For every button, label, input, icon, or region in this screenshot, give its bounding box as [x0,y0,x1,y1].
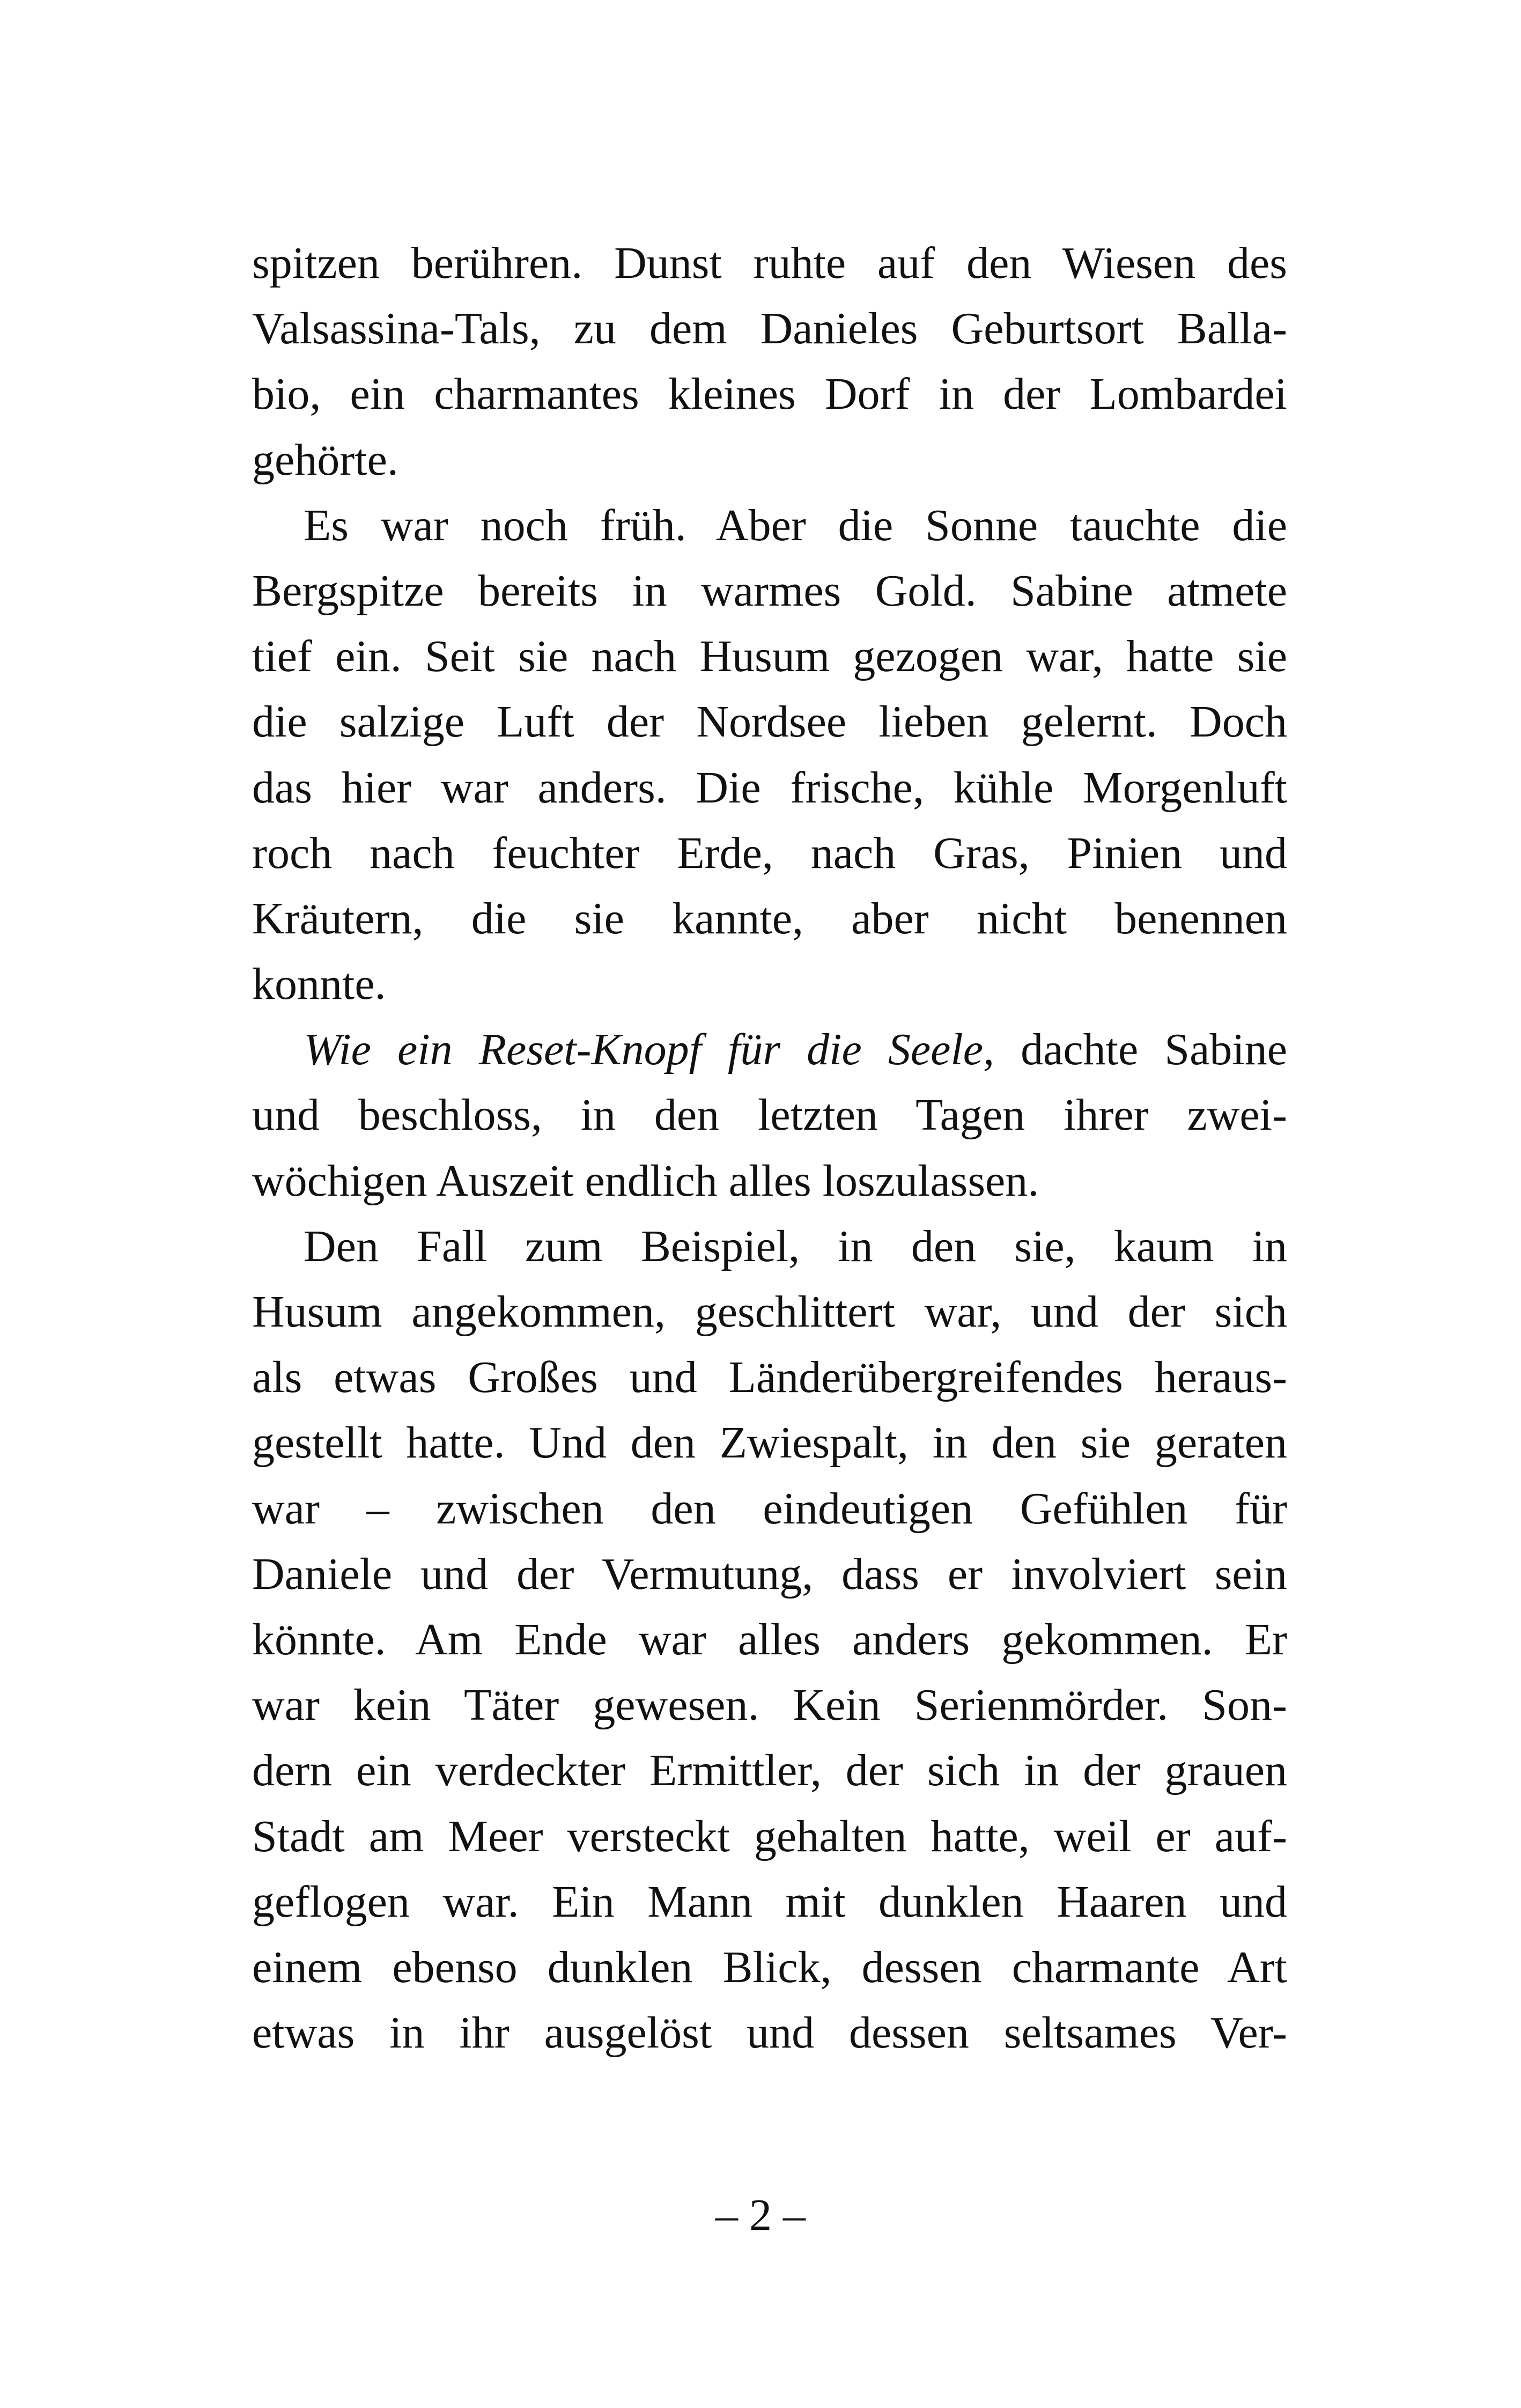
text-line: Es war noch früh. Aber die Sonne tauchte die [304,500,1287,550]
text-line [252,1017,1287,1083]
text-line: wöchigen Auszeit endlich alles loszulassen. [252,1155,1039,1206]
text-line: Daniele und der Vermutung, dass er involviert sein [252,1549,1287,1599]
text-line: war – zwischen den eindeutigen Gefühlen für [252,1483,1287,1534]
body-text [252,231,1287,2066]
text-line: Valsassina-Tals, zu dem Danieles Geburtsort Balla- [252,304,1287,354]
text-line: war kein Täter gewesen. Kein Serienmörder. Son- [252,1680,1287,1730]
text-line: geflogen war. Ein Mann mit dunklen Haaren und [252,1876,1287,1927]
text-line: Stadt am Meer versteckt gehalten hatte, weil er auf- [252,1811,1287,1861]
text-line: und beschloss, in den letzten Tagen ihrer zwei- [252,1090,1287,1140]
text-line: gestellt hatte. Und den Zwiespalt, in den sie geraten [252,1418,1287,1468]
text-line: das hier war anders. Die frische, kühle Morgenluft [252,762,1287,813]
text-line: dern ein verdeckter Ermittler, der sich in der grauen [252,1746,1287,1796]
text-line: etwas in ihr ausgelöst und dessen seltsames Ver- [252,2008,1287,2058]
text-line: Bergspitze bereits in warmes Gold. Sabine atmete [252,565,1287,616]
text-fragment: dachte Sabine [994,1025,1287,1075]
text-line: Den Fall zum Beispiel, in den sie, kaum in [304,1221,1287,1271]
italic-thought: Wie ein Reset-Knopf für die Seele, [304,1025,995,1075]
text-line: konnte. [252,959,386,1010]
text-line: spitzen berühren. Dunst ruhte auf den Wiesen des [252,238,1287,288]
text-line: tief ein. Seit sie nach Husum gezogen war, hatte sie [252,631,1287,682]
text-line: roch nach feuchter Erde, nach Gras, Pinien und [252,828,1287,878]
page-number: – 2 – [715,2190,806,2240]
text-line: gehörte. [252,435,398,485]
text-line: als etwas Großes und Länderübergreifendes heraus- [252,1352,1287,1403]
text-line: Kräutern, die sie kannte, aber nicht benennen [252,893,1287,944]
text-line: Husum angekommen, geschlittert war, und der sich [252,1287,1287,1337]
text-line: könnte. Am Ende war alles anders gekommen. Er [252,1614,1287,1665]
text-line: bio, ein charmantes kleines Dorf in der Lombardei [252,369,1287,419]
text-line: einem ebenso dunklen Blick, dessen charmante Art [252,1942,1287,1992]
text-line: die salzige Luft der Nordsee lieben gelernt. Doch [252,697,1287,747]
